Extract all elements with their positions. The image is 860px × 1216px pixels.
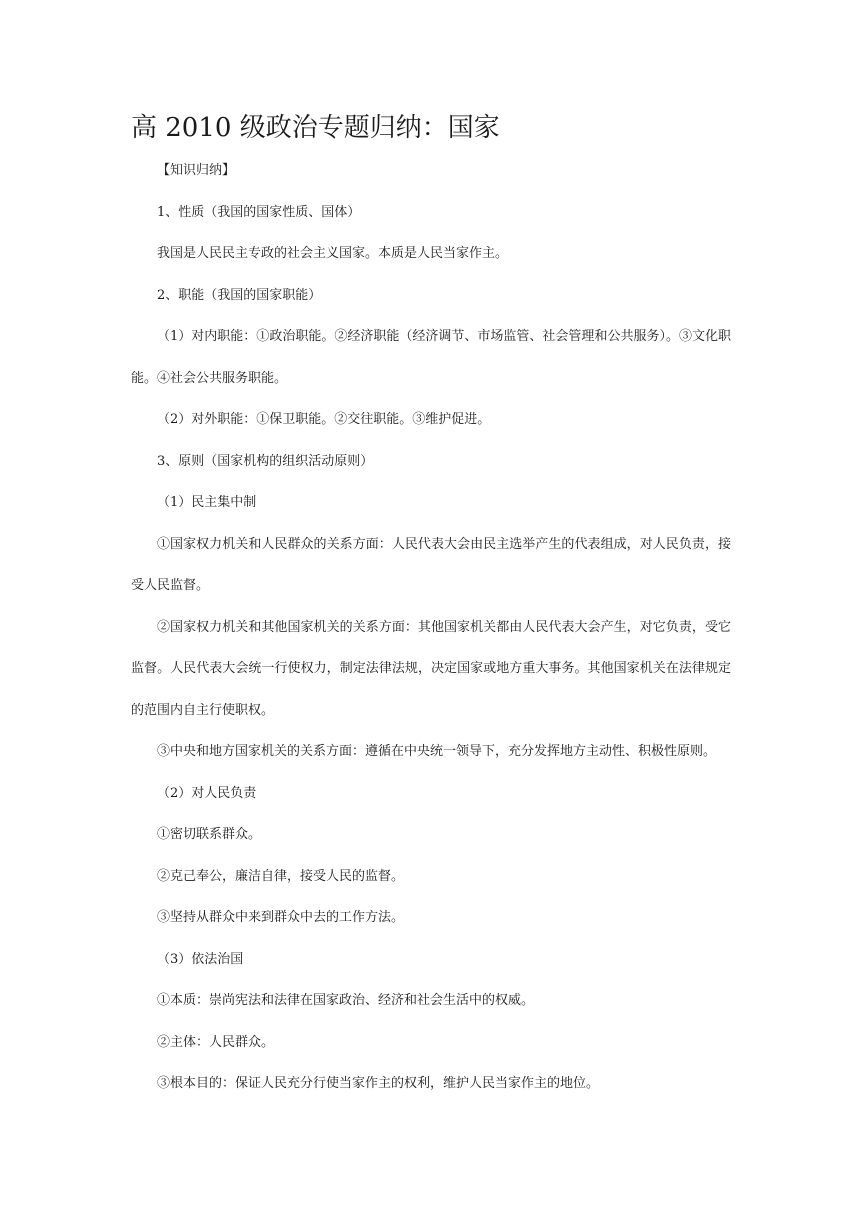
section-heading-knowledge-summary: 【知识归纳】 bbox=[157, 163, 236, 178]
paragraph-internal-functions: （1）对内职能：①政治职能。②经济职能（经济调节、市场监管、社会管理和公共服务）。③文化职能。④社会公共服务职能。 bbox=[131, 329, 731, 386]
section-heading-principles: 3、原则（国家机构的组织活动原则） bbox=[157, 453, 374, 469]
paragraph-power-and-people: ①国家权力机关和人民群众的关系方面：人民代表大会由民主选举产生的代表组成，对人民负责，接受人民监督。 bbox=[131, 536, 731, 593]
subheading-responsible-to-people: （2）对人民负责 bbox=[157, 785, 257, 801]
list-item-mass-line: ③坚持从群众中来到群众中去的工作方法。 bbox=[157, 910, 405, 925]
section-heading-nature: 1、性质（我国的国家性质、国体） bbox=[157, 204, 361, 220]
list-item-essence: ①本质：崇尚宪法和法律在国家政治、经济和社会生活中的权威。 bbox=[157, 993, 535, 1008]
paragraph-central-and-local: ③中央和地方国家机关的关系方面：遵循在中央统一领导下，充分发挥地方主动性、积极性原则。 bbox=[157, 744, 717, 759]
paragraph-nature: 我国是人民民主专政的社会主义国家。本质是人民当家作主。 bbox=[157, 246, 509, 261]
document-body bbox=[131, 150, 731, 1105]
list-item-close-contact: ①密切联系群众。 bbox=[157, 827, 262, 842]
subheading-democratic-centralism: （1）民主集中制 bbox=[157, 495, 257, 510]
list-item-fundamental-purpose: ③根本目的：保证人民充分行使当家作主的权利，维护人民当家作主的地位。 bbox=[157, 1076, 600, 1091]
list-item-subject: ②主体：人民群众。 bbox=[157, 1034, 275, 1050]
paragraph-power-and-other-organs: ②国家权力机关和其他国家机关的关系方面：其他国家机关都由人民代表大会产生，对它负责，受它监督。人民代表大会统一行使权力，制定法律法规，决定国家或地方重大事务。其他国家机关在法律规定的范围内自主行使职权。 bbox=[131, 619, 731, 718]
paragraph-external-functions: （2）对外职能：①保卫职能。②交往职能。③维护促进。 bbox=[157, 412, 491, 427]
list-item-self-discipline: ②克己奉公，廉洁自律，接受人民的监督。 bbox=[157, 868, 405, 884]
document-title: 高 2010 级政治专题归纳：国家 bbox=[131, 113, 500, 143]
subheading-rule-of-law: （3）依法治国 bbox=[157, 951, 244, 967]
section-heading-functions: 2、职能（我国的国家职能） bbox=[157, 287, 322, 303]
